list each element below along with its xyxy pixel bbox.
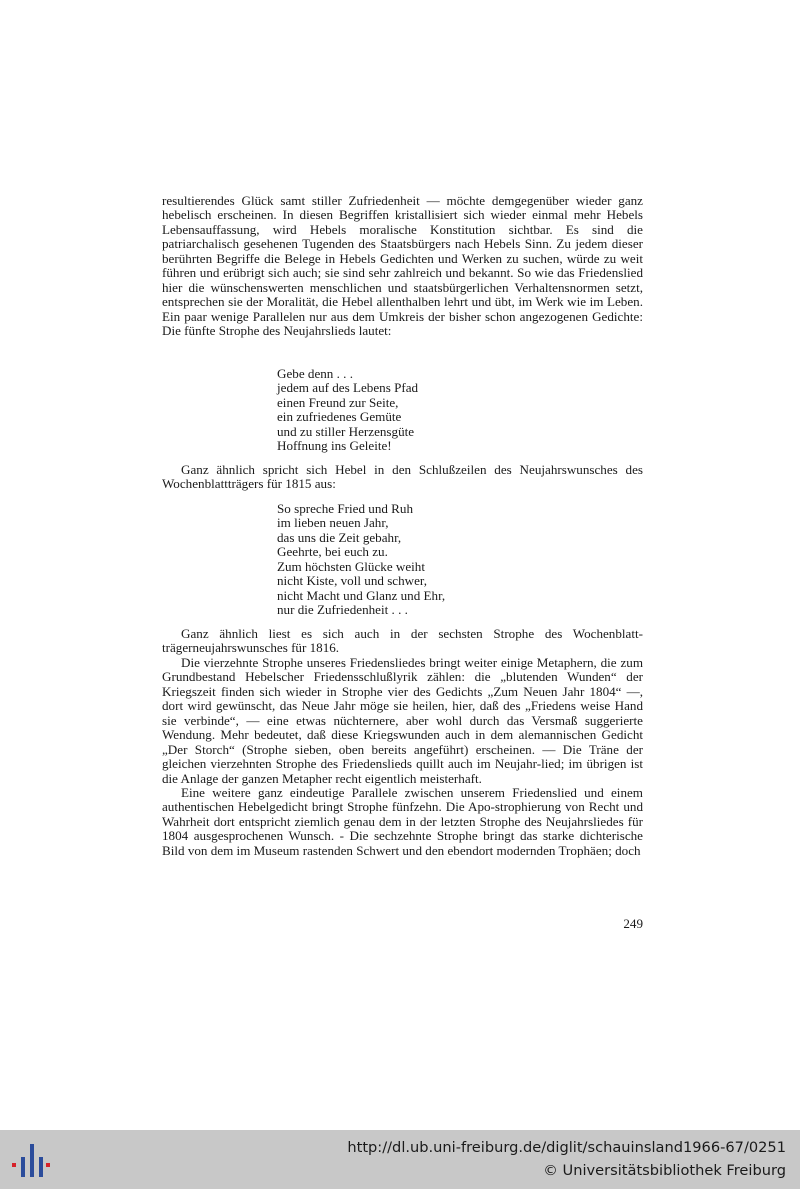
poem-line: Zum höchsten Glücke weiht xyxy=(277,558,425,574)
poem-line: und zu stiller Herzensgüte xyxy=(277,423,415,439)
paragraph-5: Eine weitere ganz eindeutige Parallele zwischen unserem Friedenslied und einem authentischen Hebelgedicht bringt Strophe fünfzehn. Die Apo-strophierung von Recht und Wahrheit dort entspricht ziemlich genau dem in der letzten Strophe des Neujahrsliedes für 1804 ausgesprochenen Wunsch. - Die sechzehnte Strophe bringt das starke dichterische Bild von dem im Museum rastenden Schwert und den ebendort modernden Trophäen; doch xyxy=(162,784,643,858)
page-number: 249 xyxy=(623,916,643,931)
poem-neujahrslied xyxy=(277,367,597,454)
poem-line: ein zufriedenes Gemüte xyxy=(277,409,402,425)
poem-line: das uns die Zeit gebahr, xyxy=(277,529,402,545)
poem-line: im lieben neuen Jahr, xyxy=(277,515,389,531)
paragraph-block-3 xyxy=(162,627,643,858)
paragraph-3: Ganz ähnlich liest es sich auch in der sechsten Strophe des Wochenblatt-trägerneujahrswunsches für 1816. xyxy=(162,626,643,656)
paragraph-block-1 xyxy=(162,194,643,339)
poem-line: Hoffnung ins Geleite! xyxy=(277,438,392,454)
poem-wochenblatttraeger xyxy=(277,502,597,618)
paragraph-1: resultierendes Glück samt stiller Zufriedenheit — möchte demgegenüber wieder ganz hebelisch erscheinen. In diesen Begriffen kristallisiert sich wieder einmal mehr Hebels Lebensauffassung, wird Hebels moralische Konstitution sichtbar. Es sind die patriarchalisch gesehenen Tugenden des Staatsbürgers nach Hebels Sinn. Zu jedem dieser berührten Begriffe die Belege in Hebels Gedichten und Werken zu suchen, würde zu weit führen und erübrigt sich auch; sie sind sehr zahlreich und bekannt. So wie das Friedenslied hier die wünschenswerten menschlichen und staatsbürgerlichen Verhaltensnormen setzt, entsprechen sie der Moralität, die Hebel allenthalben lehrt und übt, im Werk wie im Leben. Ein paar wenige Parallelen nur aus dem Umkreis der bisher schon angezogenen Gedichte: Die fünfte Strophe des Neujahrslieds lautet: xyxy=(162,193,643,339)
poem-line: nur die Zufriedenheit . . . xyxy=(277,602,408,618)
footer-copyright: © Universitätsbibliothek Freiburg xyxy=(543,1162,786,1179)
poem-line: Gebe denn . . . xyxy=(277,366,353,381)
poem-line: nicht Kiste, voll und schwer, xyxy=(277,573,428,589)
footer-bar xyxy=(0,1130,800,1189)
poem-line: jedem auf des Lebens Pfad xyxy=(277,380,419,396)
poem-line: So spreche Fried und Ruh xyxy=(277,501,414,516)
ub-freiburg-logo-icon xyxy=(10,1139,52,1181)
paragraph-block-2 xyxy=(162,463,643,492)
footer-url-link[interactable]: http://dl.ub.uni-freiburg.de/diglit/schauinsland1966-67/0251 xyxy=(347,1139,786,1156)
poem-line: nicht Macht und Glanz und Ehr, xyxy=(277,587,446,603)
poem-line: Geehrte, bei euch zu. xyxy=(277,544,388,560)
paragraph-2: Ganz ähnlich spricht sich Hebel in den Schlußzeilen des Neujahrswunsches des Wochenblattträgers für 1815 aus: xyxy=(162,462,643,492)
poem-line: einen Freund zur Seite, xyxy=(277,394,399,410)
paragraph-4: Die vierzehnte Strophe unseres Friedensliedes bringt weiter einige Metaphern, die zum Grundbestand Hebelscher Friedensschlußlyrik zählen: die „blutenden Wunden“ der Kriegszeit finden sich wieder in Strophe vier des Gedichts „Zum Neuen Jahr 1804“ —, dort wird gewünscht, das Neue Jahr möge sie heilen, hier, daß des „Friedens weise Hand sie verbinde“, — eine etwas nüchternere, aber wohl durch das Versmaß suggerierte Wendung. Mehr bedeutet, daß diese Kriegswunden auch in dem alemannischen Gedicht „Der Storch“ (Strophe sieben, oben bereits angeführt) erscheinen. — Die Träne der gleichen vierzehnten Strophe des Friedenslieds quillt auch im Neujahr-lied; im übrigen ist die Anlage der ganzen Metapher recht eigentlich meisterhaft. xyxy=(162,654,643,786)
